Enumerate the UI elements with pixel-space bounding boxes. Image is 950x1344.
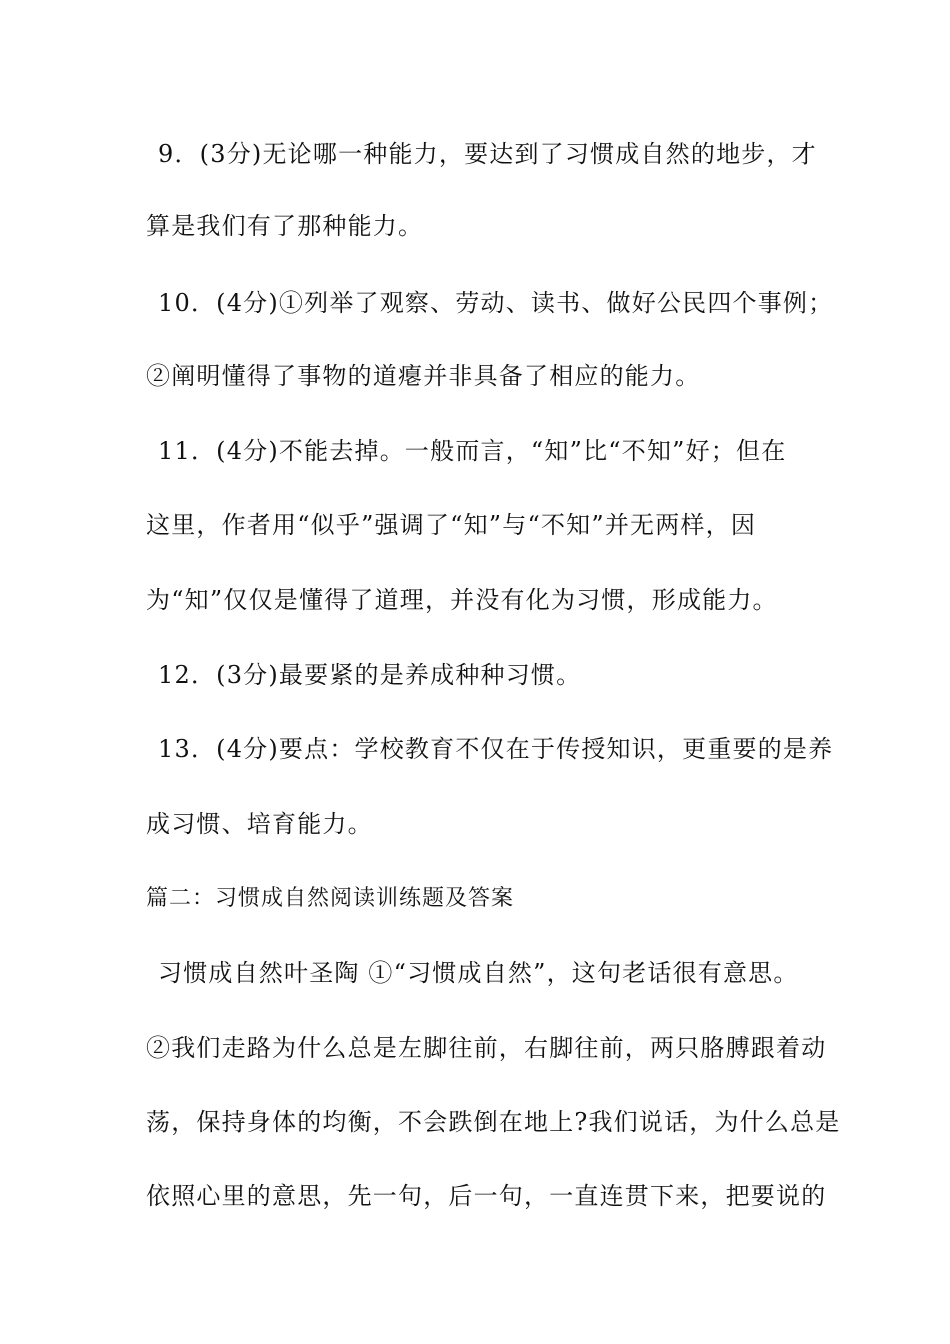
answer-10-line-1: 10．(4分)①列举了观察、劳动、读书、做好公民四个事例；: [158, 289, 834, 317]
answer-11-line-2: 这里，作者用“似乎”强调了“知”与“不知”并无两样，因: [146, 511, 757, 539]
answer-11-line-1: 11．(4分)不能去掉。一般而言，“知”比“不知”好；但在: [158, 437, 787, 465]
answer-13-line-2: 成习惯、培育能力。: [146, 810, 373, 838]
passage-line-3: 荡，保持身体的均衡，不会跌倒在地上?我们说话，为什么总是: [146, 1108, 841, 1136]
passage-line-1: 习惯成自然叶圣陶 ①“习惯成自然”，这句老话很有意思。: [158, 959, 799, 987]
answer-12-line-1: 12．(3分)最要紧的是养成种种习惯。: [158, 661, 582, 689]
answer-11-line-3: 为“知”仅仅是懂得了道理，并没有化为习惯，形成能力。: [146, 586, 778, 614]
passage-line-2: ②我们走路为什么总是左脚往前，右脚往前，两只胳膊跟着动: [146, 1034, 827, 1062]
section-heading: 篇二：习惯成自然阅读训练题及答案: [146, 886, 515, 911]
passage-line-4: 依照心里的意思，先一句，后一句，一直连贯下来，把要说的: [146, 1182, 827, 1210]
answer-9-line-1: 9．(3分)无论哪一种能力，要达到了习惯成自然的地步，才: [158, 140, 817, 168]
answer-9-line-2: 算是我们有了那种能力。: [146, 212, 424, 240]
answer-13-line-1: 13．(4分)要点：学校教育不仅在于传授知识，更重要的是养: [158, 735, 834, 763]
answer-10-line-2: ②阐明懂得了事物的道瘪并非具备了相应的能力。: [146, 362, 701, 390]
